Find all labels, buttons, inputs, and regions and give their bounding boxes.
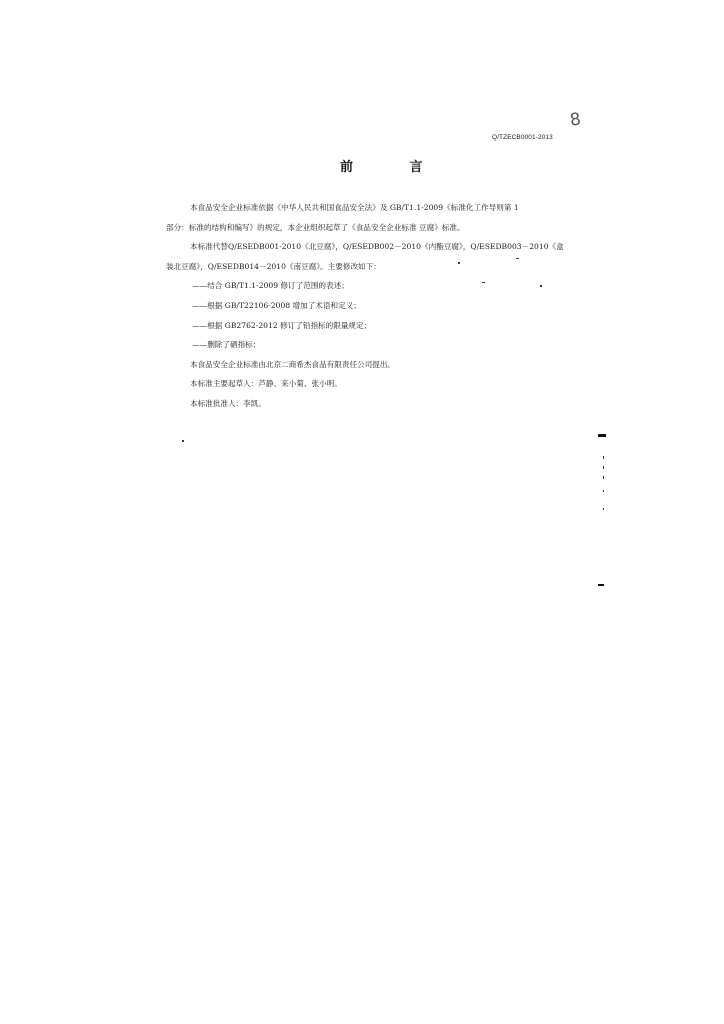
scan-speck [458, 262, 460, 264]
scan-speck [182, 440, 184, 442]
paragraph-line: 本标准代替Q/ESEDB001-2010《北豆腐》，Q/ESEDB002－2010《内酯豆腐》，Q/ESEDB003－2010《盒 [190, 242, 564, 252]
list-item: ——删除了硒指标； [192, 340, 261, 350]
foreword-body [166, 198, 566, 414]
scan-edge-marks [598, 430, 608, 590]
list-item: ——结合 GB/T1.1-2009 修订了范围的表述； [192, 281, 349, 291]
handwritten-page-number: 8 [568, 109, 583, 131]
paragraph-line: 本食品安全企业标准依据《中华人民共和国食品安全法》及 GB/T1.1-2009《标准化工作导则第 1 [190, 203, 519, 212]
paragraph-line: 本标准主要起草人：芦静、来小菊、张小明。 [190, 379, 342, 389]
paragraph-line: 装北豆腐》，Q/ESEDB014－2010《南豆腐》。主要修改如下： [166, 261, 381, 271]
scan-speck [540, 285, 542, 287]
paragraph-line: 本标准批准人：李凯。 [190, 398, 266, 408]
document-code: Q/TZECB0001-2013 [492, 134, 553, 141]
paragraph-line: 部分：标准的结构和编写》的规定，本企业组织起草了《食品安全企业标准 豆腐》标准。 [166, 222, 465, 232]
scan-speck [482, 282, 485, 283]
paragraph-line: 本食品安全企业标准由北京二商希杰食品有限责任公司提出。 [190, 359, 396, 369]
list-item: ——根据 GB2762-2012 修订了铅指标的限量规定； [192, 320, 372, 330]
list-item: ——根据 GB/T22106-2008 增加了术语和定义； [192, 300, 361, 310]
scan-speck [516, 258, 519, 259]
page-title: 前 言 [340, 160, 449, 175]
